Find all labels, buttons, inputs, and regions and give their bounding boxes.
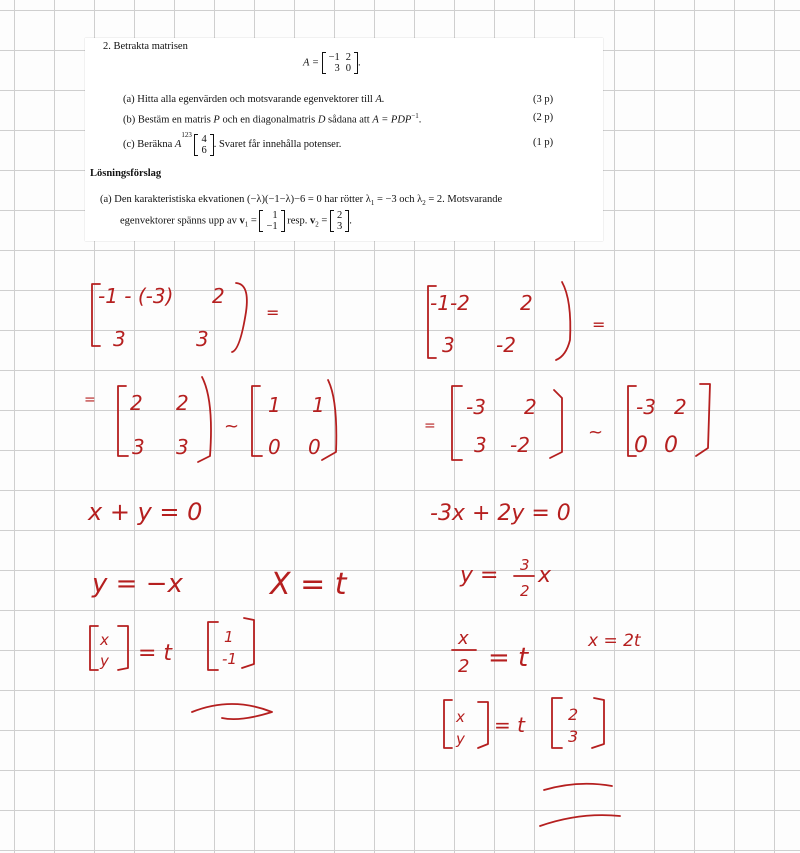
svg-text:-2: -2	[496, 333, 516, 357]
left-eigenvector-result	[208, 618, 254, 670]
svg-text:3: 3	[132, 435, 145, 459]
svg-text:0: 0	[268, 435, 281, 459]
svg-text:2: 2	[520, 291, 533, 315]
right-equation-2	[459, 556, 552, 600]
svg-text:2: 2	[674, 395, 687, 419]
left-vector-xy	[90, 626, 128, 670]
right-matrix-row-reduce	[452, 386, 562, 460]
matrix-a: −1 2 3 0	[322, 52, 358, 74]
left-equation-1: x + y = 0	[88, 498, 203, 526]
svg-text:0: 0	[308, 435, 321, 459]
left-equals-1: =	[266, 303, 280, 322]
svg-text:3: 3	[442, 333, 455, 357]
svg-text:3: 3	[568, 727, 579, 746]
solution-heading: Lösningsförslag	[90, 168, 162, 179]
svg-text:1: 1	[268, 393, 281, 417]
svg-text:2: 2	[130, 391, 143, 415]
left-tilde: ~	[224, 416, 240, 437]
svg-text:3: 3	[176, 435, 189, 459]
svg-text:1: 1	[312, 393, 325, 417]
right-double-underline-bottom	[540, 815, 620, 826]
eigenvector-2: 2 3	[330, 210, 349, 232]
matrix-a-display: A = −1 2 3 0 .	[303, 52, 361, 74]
left-matrix-row-reduce	[118, 377, 211, 462]
part-a: (a) Hitta alla egenvärden och motsvarande egenvektorer till A.	[123, 94, 385, 105]
svg-text:3: 3	[196, 327, 209, 351]
svg-text:2: 2	[568, 705, 579, 724]
svg-text:y =: y =	[460, 563, 499, 588]
svg-text:0: 0	[634, 433, 648, 458]
right-matrix-reduced	[628, 384, 710, 458]
svg-text:3: 3	[520, 556, 530, 574]
right-tilde: ~	[588, 422, 604, 443]
matrix-label: A =	[303, 57, 319, 69]
right-equals-2: =	[424, 418, 436, 434]
left-equals-t: = t	[138, 641, 173, 666]
part-c: (c) Beräkna $A^{123}$ 4 6 . Svaret får innehålla potenser.	[123, 131, 342, 156]
right-equals-t: = t	[494, 713, 525, 737]
right-fraction-param	[452, 628, 529, 677]
svg-text:3: 3	[474, 433, 487, 457]
svg-text:x: x	[458, 628, 469, 649]
left-underline	[192, 704, 272, 719]
svg-text:-3: -3	[636, 395, 656, 419]
svg-text:-1: -1	[222, 650, 237, 668]
svg-text:2: 2	[458, 656, 470, 677]
svg-text:2: 2	[212, 284, 225, 308]
svg-text:x: x	[100, 631, 109, 649]
part-a-points: (3 p)	[533, 94, 554, 105]
svg-text:x: x	[538, 563, 552, 588]
right-matrix-lambda2	[428, 282, 570, 360]
svg-text:1: 1	[224, 628, 234, 646]
svg-text:-1-2: -1-2	[430, 291, 470, 315]
part-b: (b) Bestäm en matris P och en diagonalmatris D sådana att $A = PDP^{-1}$.	[123, 112, 422, 126]
vector-4-6: 4 6	[194, 134, 213, 156]
right-equals-1: =	[592, 315, 606, 334]
svg-text:-3: -3	[466, 395, 486, 419]
left-matrix-reduced	[252, 380, 336, 460]
right-eigenvector-result	[552, 698, 604, 748]
left-equation-2: y = −x	[92, 569, 183, 599]
part-c-points: (1 p)	[533, 137, 554, 148]
svg-text:= t: = t	[488, 643, 529, 673]
left-equals-2: =	[84, 392, 96, 408]
solution-line-1: (a) Den karakteristiska ekvationen (−λ)(−1−λ)−6 = 0 har rötter $\lambda_1 = -3$ och $\lambda_2 = 2$. Motsvarande	[100, 194, 503, 208]
problem-number: 2.	[103, 41, 111, 52]
solution-line-2: egenvektorer spänns upp av $v_1$ = 1 −1 resp. $v_2$ = 2 3 .	[120, 210, 352, 232]
svg-text:x: x	[456, 708, 465, 726]
problem-intro: Betrakta matrisen	[113, 41, 188, 52]
eigenvector-1: 1 −1	[259, 210, 284, 232]
svg-text:0: 0	[664, 433, 678, 458]
left-matrix-lambda1	[92, 283, 247, 352]
left-param: X = t	[270, 567, 347, 602]
right-vector-xy	[444, 700, 488, 748]
right-double-underline-top	[544, 784, 612, 790]
part-b-points: (2 p)	[533, 112, 554, 123]
svg-text:-2: -2	[510, 433, 530, 457]
svg-text:2: 2	[524, 395, 537, 419]
right-x-equals: x = 2t	[588, 631, 641, 651]
svg-text:3: 3	[113, 327, 126, 351]
svg-text:y: y	[100, 652, 109, 670]
svg-text:2: 2	[520, 582, 530, 600]
svg-text:2: 2	[176, 391, 189, 415]
svg-text:y: y	[456, 730, 465, 748]
right-equation-1: -3x + 2y = 0	[430, 501, 571, 526]
svg-text:-1 - (-3): -1 - (-3)	[98, 284, 174, 308]
